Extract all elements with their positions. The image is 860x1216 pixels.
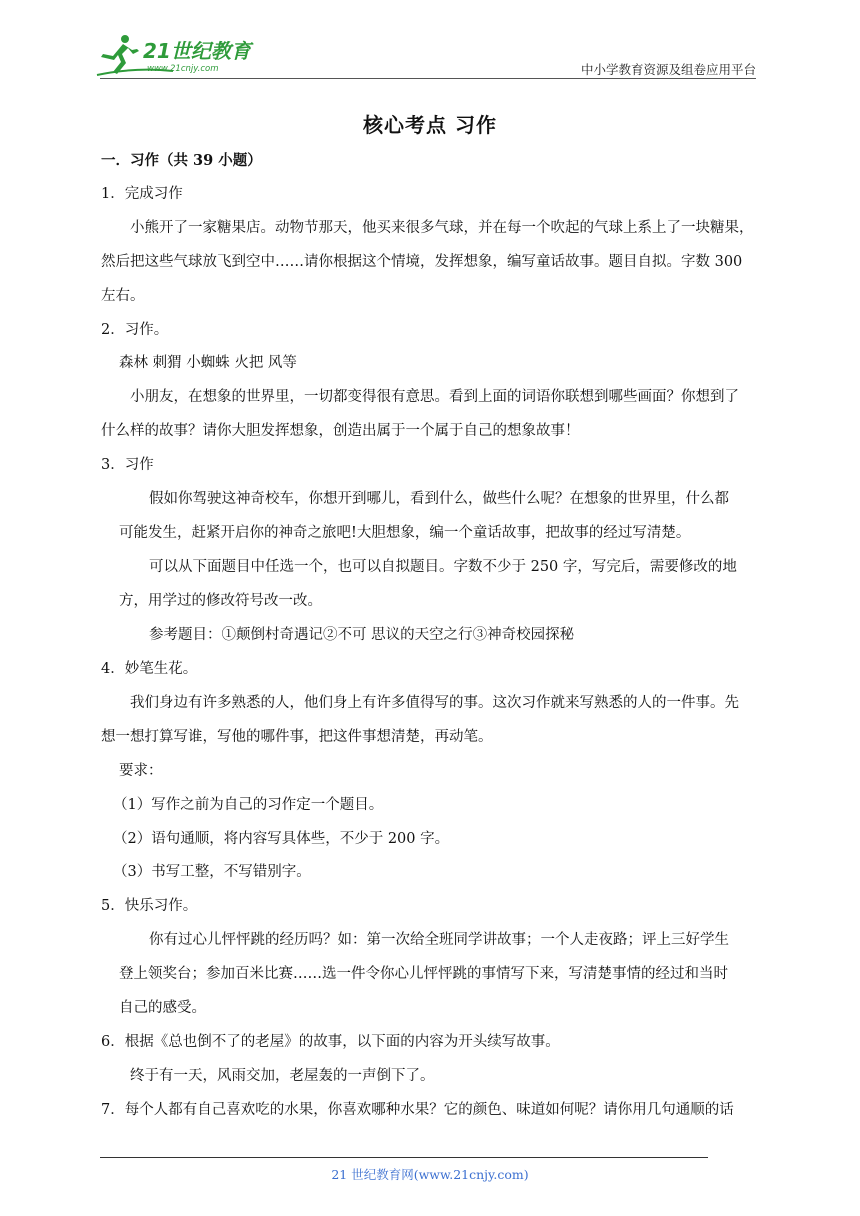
question-3-title: 3．习作 (101, 457, 154, 473)
body-line: 可以从下面题目中任选一个，也可以自拟题目。字数不少于 250 字，写完后，需要修改的地 (149, 559, 737, 575)
question-7-title: 7．每个人都有自己喜欢吃的水果，你喜欢哪种水果？它的颜色、味道如何呢？请你用几句通顺的话 (101, 1102, 734, 1118)
body-line: 假如你驾驶这神奇校车，你想开到哪儿，看到什么，做些什么呢？在想象的世界里，什么都 (149, 491, 729, 507)
runner-logo-icon (95, 34, 265, 78)
requirement-item: （3）书写工整，不写错别字。 (113, 864, 311, 880)
requirements-label: 要求： (119, 763, 163, 779)
body-line: 想一想打算写谁，写他的哪件事，把这件事想清楚，再动笔。 (101, 729, 493, 745)
body-line: 然后把这些气球放飞到空中……请你根据这个情境，发挥想象，编写童话故事。题目自拟。字数 300 (101, 254, 743, 270)
body-line: 什么样的故事？请你大胆发挥想象，创造出属于一个属于自己的想象故事！ (101, 423, 580, 439)
logo-url: www.21cnjy.com (147, 64, 219, 74)
question-1-title: 1．完成习作 (101, 186, 183, 202)
question-2-title: 2．习作。 (101, 322, 169, 338)
site-logo[interactable] (95, 34, 265, 78)
footer-divider (100, 1157, 708, 1158)
footer-link[interactable]: 21 世纪教育网(www.21cnjy.com) (331, 1167, 529, 1182)
question-4-title: 4．妙笔生花。 (101, 661, 198, 677)
page-title: 核心考点 习作 (363, 113, 497, 137)
body-line: 小朋友，在想象的世界里，一切都变得很有意思。看到上面的词语你联想到哪些画面？你想到了 (130, 389, 739, 405)
requirement-item: （2）语句通顺，将内容写具体些，不少于 200 字。 (113, 831, 450, 847)
platform-name: 中小学教育资源及组卷应用平台 (580, 62, 756, 77)
section-heading: 一．习作（共 39 小题） (101, 152, 262, 169)
question-6-title: 6．根据《总也倒不了的老屋》的故事，以下面的内容为开头续写故事。 (101, 1034, 560, 1050)
body-line: 小熊开了一家糖果店。动物节那天，他买来很多气球，并在每一个吹起的气球上系上了一块糖果， (130, 220, 754, 236)
page-header (0, 0, 860, 85)
body-line: 自己的感受。 (119, 1000, 206, 1016)
word-list: 森林 刺猬 小蜘蛛 火把 风等 (119, 355, 297, 371)
body-line: 我们身边有许多熟悉的人，他们身上有许多值得写的事。这次习作就来写熟悉的人的一件事。先 (130, 695, 739, 711)
header-divider (100, 78, 756, 79)
logo-text: 21世纪教育 (143, 39, 251, 63)
question-5-title: 5．快乐习作。 (101, 898, 198, 914)
body-line: 可能发生，赶紧开启你的神奇之旅吧!大胆想象，编一个童话故事，把故事的经过写清楚。 (119, 525, 691, 541)
body-line: 终于有一天，风雨交加，老屋轰的一声倒下了。 (130, 1068, 435, 1084)
body-line: 方，用学过的修改符号改一改。 (119, 593, 322, 609)
body-line: 左右。 (101, 288, 145, 304)
body-line: 登上领奖台；参加百米比赛……选一件令你心儿怦怦跳的事情写下来，写清楚事情的经过和当时 (119, 966, 728, 982)
body-line: 你有过心儿怦怦跳的经历吗？如：第一次给全班同学讲故事；一个人走夜路；评上三好学生 (149, 932, 729, 948)
reference-titles: 参考题目：①颠倒村奇遇记②不可 思议的天空之行③神奇校园探秘 (149, 627, 575, 643)
requirement-item: （1）写作之前为自己的习作定一个题目。 (113, 797, 384, 813)
